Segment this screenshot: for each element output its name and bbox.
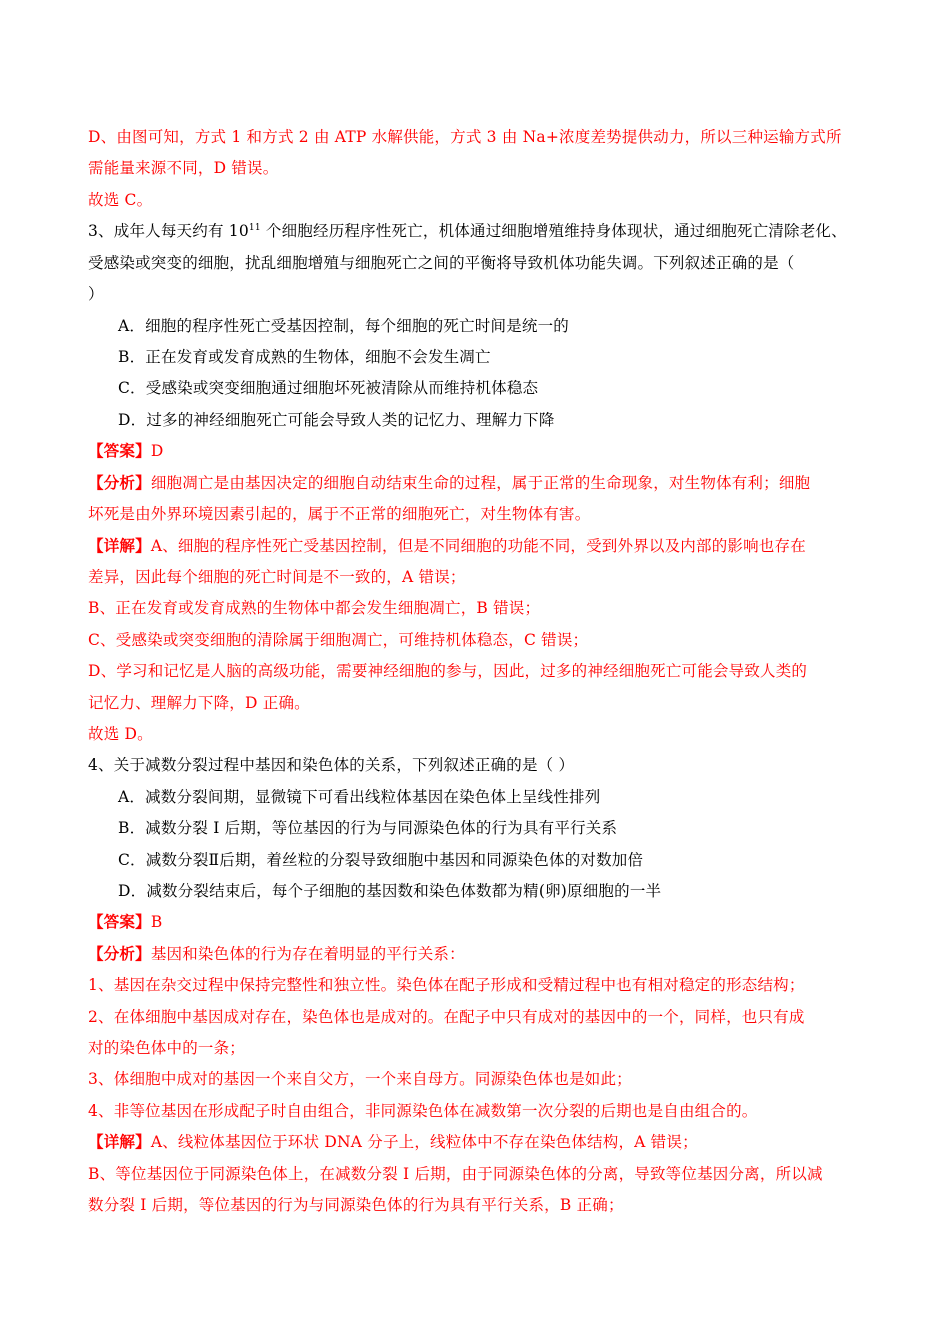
- q4-detail-b-line1: B、等位基因位于同源染色体上，在减数分裂 I 后期，由于同源染色体的分离，导致等位基因分离，所以减: [88, 1165, 823, 1183]
- q3-detail-a-text: A、细胞的程序性死亡受基因控制，但是不同细胞的功能不同，受到外界以及内部的影响也存在: [150, 537, 806, 555]
- q3-answer-value: D: [150, 442, 164, 460]
- q3-answer: [88, 440, 163, 462]
- q3-conclusion: 故选 D。: [88, 725, 153, 743]
- q4-answer: [88, 911, 162, 933]
- q4-analysis-point-2-cont: 对的染色体中的一条；: [88, 1039, 246, 1057]
- q4-stem: 4、关于减数分裂过程中基因和染色体的关系，下列叙述正确的是（ ）: [88, 756, 575, 774]
- q4-detail-a-text: A、线粒体基因位于环状 DNA 分子上，线粒体中不存在染色体结构，A 错误；: [150, 1133, 698, 1151]
- q2-conclusion: 故选 C。: [88, 191, 153, 209]
- q3-stem-line1: [88, 220, 847, 242]
- q4-analysis-point-4: 4、非等位基因在形成配子时自由组合，非同源染色体在减数第一次分裂的后期也是自由组合的。: [88, 1102, 758, 1120]
- q3-detail-b: B、正在发育或发育成熟的生物体中都会发生细胞凋亡，B 错误；: [88, 599, 541, 617]
- q3-option-b: B．正在发育或发育成熟的生物体，细胞不会发生凋亡: [118, 348, 491, 366]
- q3-option-c: C．受感染或突变细胞通过细胞坏死被清除从而维持机体稳态: [118, 379, 539, 397]
- q4-analysis-tag: 【分析】: [88, 944, 151, 963]
- q3-detail-a-line2: 差异，因此每个细胞的死亡时间是不一致的，A 错误；: [88, 568, 466, 586]
- q4-answer-tag: 【答案】: [88, 912, 151, 931]
- q4-analysis-intro: [88, 943, 465, 965]
- q4-option-b: B．减数分裂 Ⅰ 后期，等位基因的行为与同源染色体的行为具有平行关系: [118, 819, 618, 837]
- q4-analysis-point-1: 1、基因在杂交过程中保持完整性和独立性。染色体在配子形成和受精过程中也有相对稳定的形态结构；: [88, 976, 805, 994]
- q3-stem-line2: 受感染或突变的细胞，扰乱细胞增殖与细胞死亡之间的平衡将导致机体功能失调。下列叙述正确的是（: [88, 254, 795, 272]
- q4-detail-tag: 【详解】: [88, 1132, 151, 1151]
- q4-option-c: C．减数分裂Ⅱ后期，着丝粒的分裂导致细胞中基因和同源染色体的对数加倍: [118, 851, 644, 869]
- q3-option-a: A．细胞的程序性死亡受基因控制，每个细胞的死亡时间是统一的: [118, 317, 569, 335]
- q3-detail-tag: 【详解】: [88, 536, 151, 555]
- q4-analysis-point-2: 2、在体细胞中基因成对存在，染色体也是成对的。在配子中只有成对的基因中的一个，同样，也只有成: [88, 1008, 805, 1026]
- q3-detail-a-line1: [88, 535, 806, 557]
- q3-analysis-text: 细胞凋亡是由基因决定的细胞自动结束生命的过程，属于正常的生命现象，对生物体有利；细胞: [150, 474, 811, 492]
- q3-stem-post: 个细胞经历程序性死亡，机体通过细胞增殖维持身体现状，通过细胞死亡清除老化、: [260, 222, 847, 240]
- q3-stem-pre: 3、成年人每天约有 10: [88, 222, 249, 240]
- q3-option-d: D．过多的神经细胞死亡可能会导致人类的记忆力、理解力下降: [118, 411, 555, 429]
- q4-analysis-point-3: 3、体细胞中成对的基因一个来自父方，一个来自母方。同源染色体也是如此；: [88, 1070, 632, 1088]
- q3-analysis-tag: 【分析】: [88, 473, 151, 492]
- q3-detail-c: C、受感染或突变细胞的清除属于细胞凋亡，可维持机体稳态，C 错误；: [88, 631, 589, 649]
- q3-stem-exponent: 11: [248, 223, 261, 233]
- q3-detail-d-line2: 记忆力、理解力下降，D 正确。: [88, 694, 310, 712]
- q2-option-d-explanation-line2: 需能量来源不同，D 错误。: [88, 159, 279, 177]
- q3-analysis-line2: 坏死是由外界环境因素引起的，属于不正常的细胞死亡，对生物体有害。: [88, 505, 591, 523]
- q2-option-d-explanation-line1: D、由图可知，方式 1 和方式 2 由 ATP 水解供能，方式 3 由 Na+浓度差势提供动力，所以三种运输方式所: [88, 128, 842, 146]
- q4-option-d: D．减数分裂结束后，每个子细胞的基因数和染色体数都为精(卵)原细胞的一半: [118, 882, 662, 900]
- q3-answer-tag: 【答案】: [88, 441, 151, 460]
- q3-stem-line3: ）: [88, 285, 104, 303]
- q4-detail-a: [88, 1131, 698, 1153]
- q4-analysis-text: 基因和染色体的行为存在着明显的平行关系：: [150, 945, 465, 963]
- q4-detail-b-line2: 数分裂 I 后期，等位基因的行为与同源染色体的行为具有平行关系，B 正确；: [88, 1196, 624, 1214]
- q3-detail-d-line1: D、学习和记忆是人脑的高级功能，需要神经细胞的参与，因此，过多的神经细胞死亡可能会导致人类的: [88, 662, 808, 680]
- q4-answer-value: B: [150, 913, 163, 931]
- q4-option-a: A．减数分裂间期，显微镜下可看出线粒体基因在染色体上呈线性排列: [118, 788, 601, 806]
- q3-analysis-line1: [88, 472, 810, 494]
